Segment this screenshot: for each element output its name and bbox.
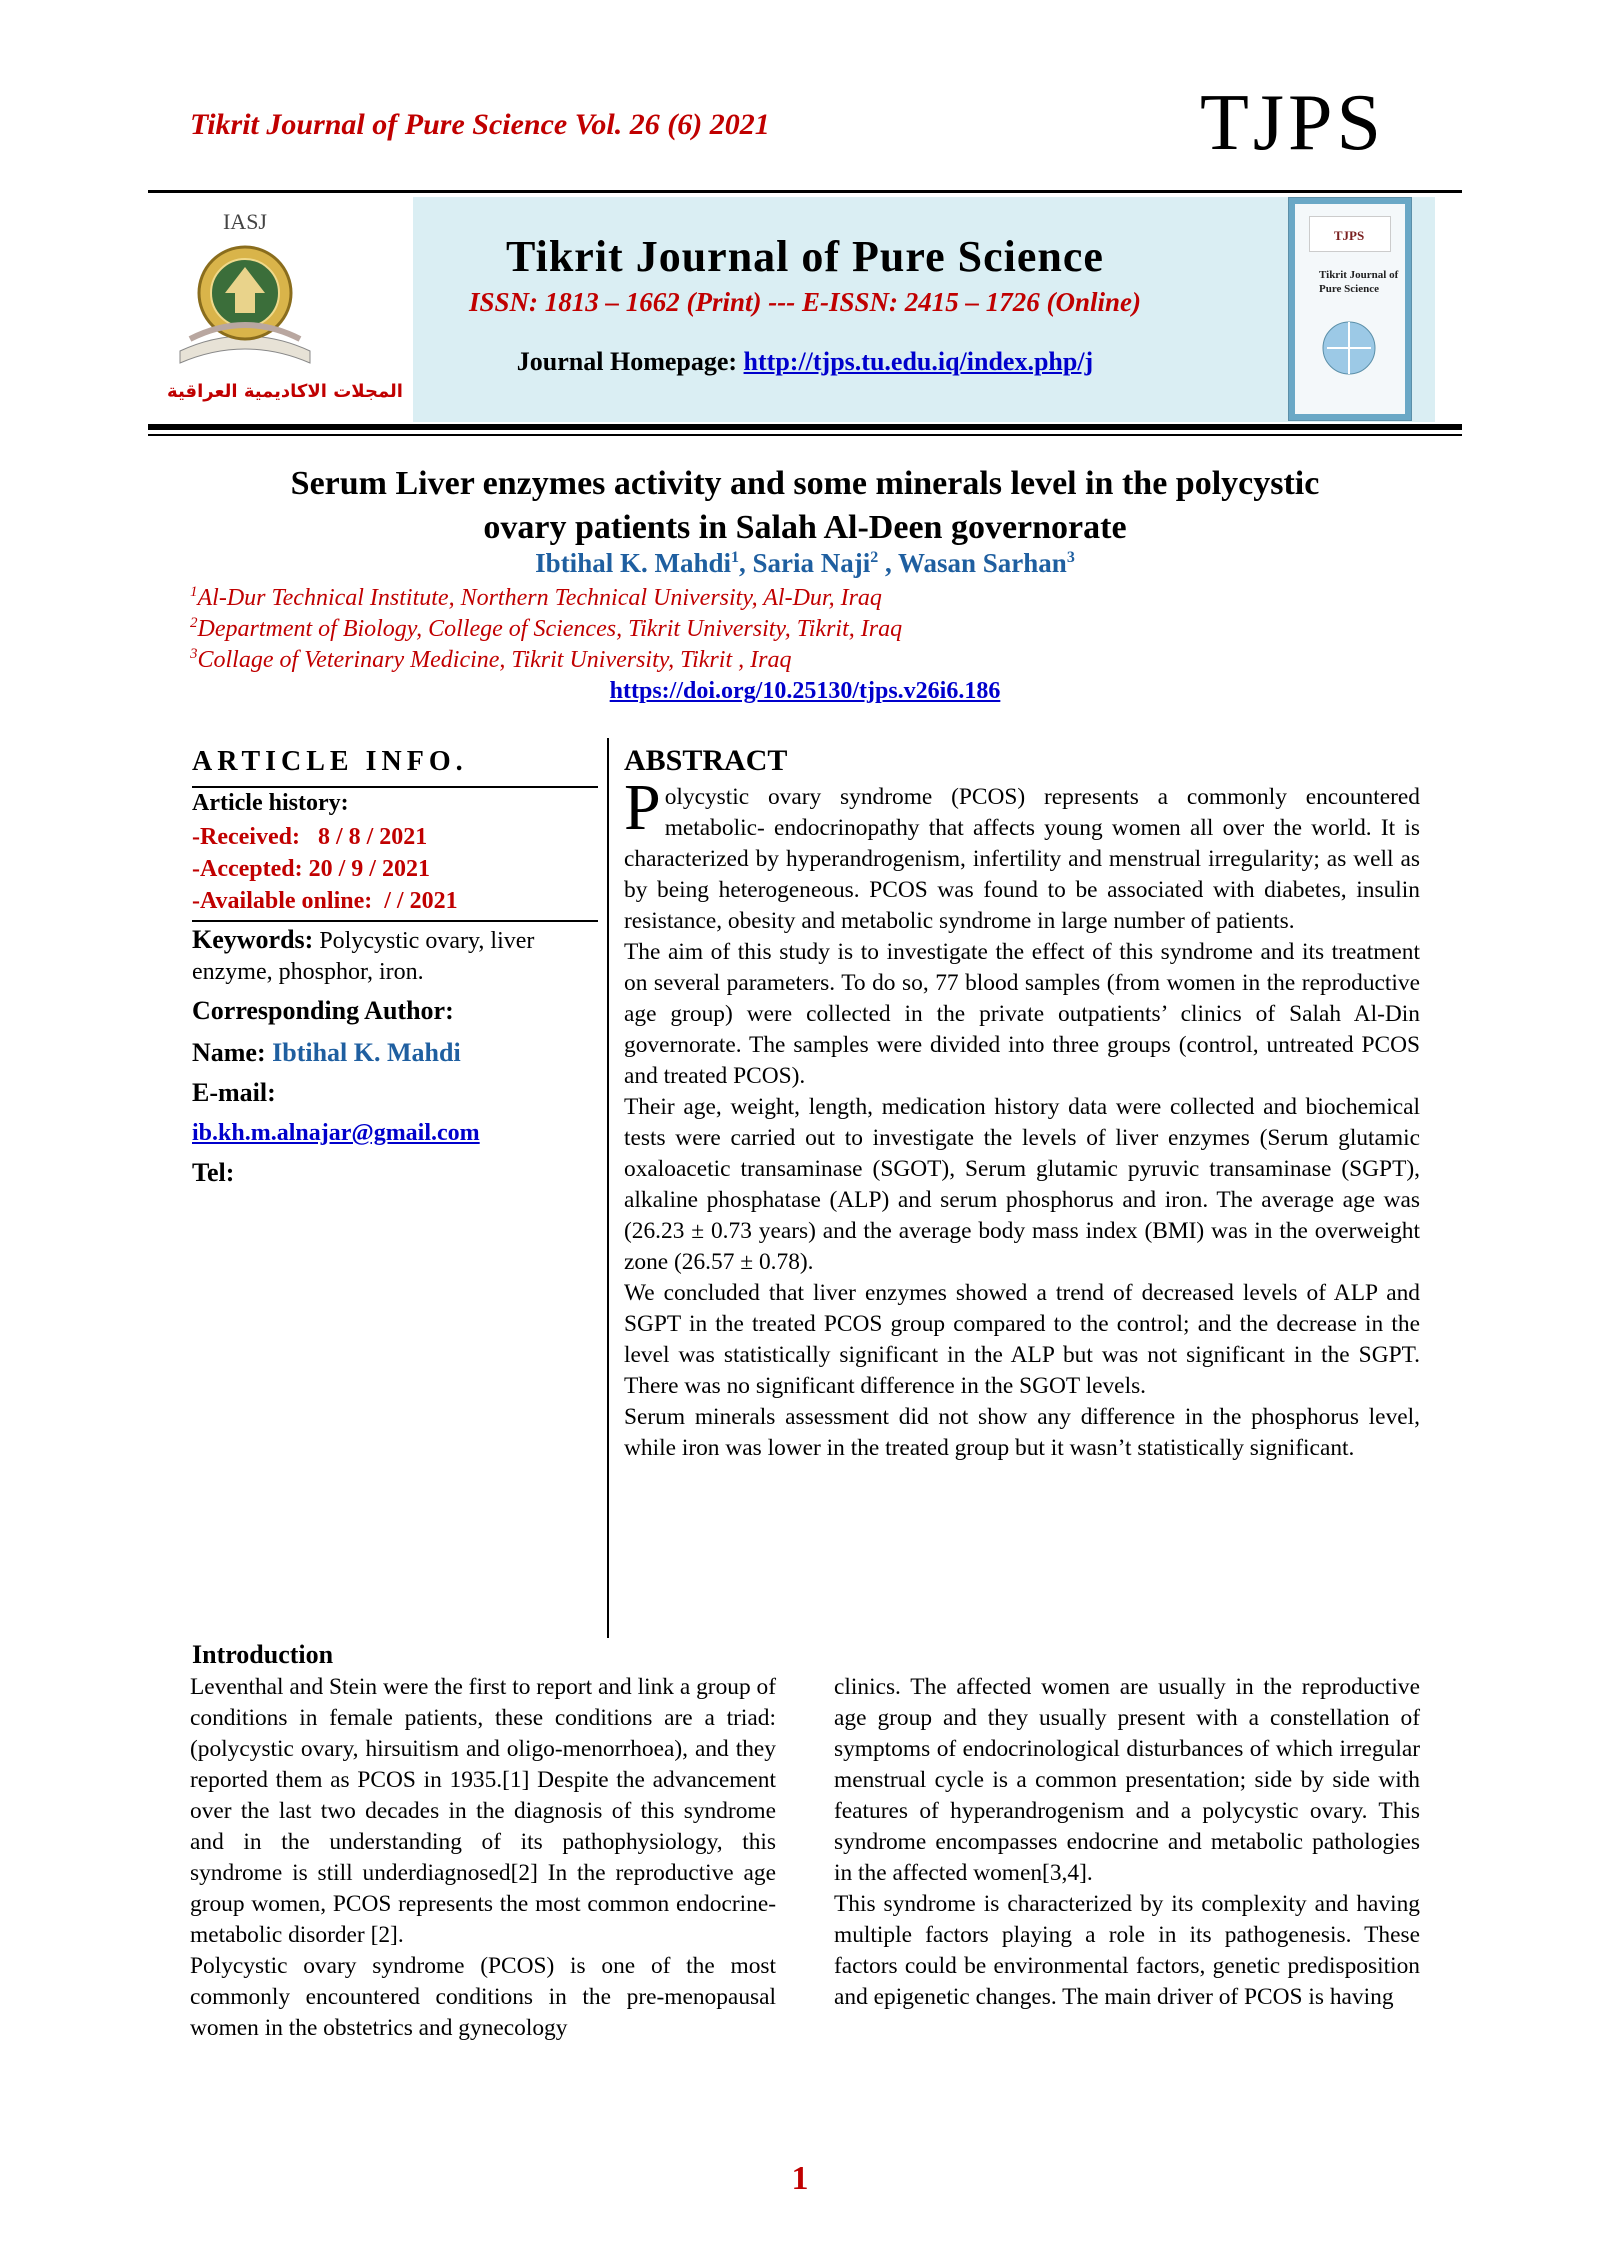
affiliation-2: [190, 615, 902, 643]
affiliation-sup: 3: [190, 646, 198, 662]
name-label: Name:: [192, 1038, 273, 1067]
abstract-paragraph: Serum minerals assessment did not show any difference in the phosphorus level, while iron was lower in the treated group but it wasn’t statistically significant.: [624, 1404, 1420, 1461]
cover-title: Tikrit Journal of Pure Science: [1319, 269, 1399, 295]
affiliation-text: Al-Dur Technical Institute, Northern Technical University, Al-Dur, Iraq: [197, 585, 882, 611]
name-value: Ibtihal K. Mahdi: [272, 1038, 461, 1067]
author-list: [150, 548, 1460, 579]
journal-banner: [148, 197, 1462, 422]
affiliation-text: Collage of Veterinary Medicine, Tikrit University, Tikrit , Iraq: [197, 647, 792, 673]
header-rule: [148, 190, 1462, 193]
available-label: -Available online:: [192, 888, 373, 914]
journal-abbreviation: TJPS: [1200, 79, 1385, 167]
email-link[interactable]: ib.kh.m.alnajar@gmail.com: [192, 1120, 480, 1146]
paper-title-line1: Serum Liver enzymes activity and some minerals level in the polycystic: [290, 465, 1320, 502]
article-info-heading: ARTICLE INFO.: [192, 746, 468, 777]
received-value: 8 / 8 / 2021: [317, 824, 428, 850]
introduction-heading: Introduction: [192, 1640, 334, 1669]
affiliation-1: [190, 584, 882, 612]
affiliation-3: [190, 646, 791, 674]
page-number: 1: [791, 2160, 809, 2197]
keywords-value: Polycystic ovary, liver enzyme, phosphor, iron.: [192, 928, 535, 985]
accepted-date: [192, 856, 430, 883]
article-info-rule: [192, 786, 598, 788]
tel-label: Tel:: [192, 1158, 235, 1187]
email-line: [192, 1120, 480, 1147]
accepted-value: 20 / 9 / 2021: [308, 856, 430, 882]
abstract-body: [624, 771, 1420, 1464]
abstract-heading: ABSTRACT: [624, 744, 788, 777]
iasj-logo-arabic: المجلات الاكاديمية العراقية: [167, 381, 403, 402]
article-info-rule: [192, 920, 598, 922]
banner-rule-thick: [148, 424, 1462, 430]
abstract-paragraph: [624, 771, 1420, 937]
author-name: Ibtihal K. Mahdi: [535, 548, 731, 578]
accepted-label: -Accepted:: [192, 856, 303, 882]
author-name-line: [192, 1038, 461, 1068]
email-label: E-mail:: [192, 1078, 276, 1107]
received-label: -Received:: [192, 824, 300, 850]
affiliation-sup: 2: [190, 615, 198, 631]
iasj-logo-text: IASJ: [222, 209, 267, 234]
author-sup: 2: [870, 549, 879, 566]
intro-paragraph: This syndrome is characterized by its complexity and having multiple factors playing a role in its pathogenesis. These factors could be environmental factors, genetic predisposition and epigenetic changes. The main driver of PCOS is having: [834, 1891, 1420, 2010]
author-separator: ,: [878, 548, 898, 578]
cover-globe-icon: [1319, 318, 1379, 378]
abstract-dropcap: P: [624, 771, 661, 844]
homepage-line: [148, 347, 1462, 377]
available-value: / / 2021: [384, 888, 458, 914]
author-name: Saria Naji: [752, 548, 871, 578]
author-name: Wasan Sarhan: [898, 548, 1067, 578]
running-journal-line: Tikrit Journal of Pure Science Vol. 26 (6) 2021: [190, 108, 770, 141]
available-date: [192, 888, 458, 915]
doi-link[interactable]: https://doi.org/10.25130/tjps.v26i6.186: [609, 678, 1001, 704]
author-separator: ,: [738, 548, 753, 578]
homepage-label: Journal Homepage:: [516, 347, 744, 376]
journal-cover-thumbnail: [1288, 197, 1412, 421]
keywords-label: Keywords:: [192, 925, 314, 954]
intro-paragraph: Polycystic ovary syndrome (PCOS) is one of the most commonly encountered conditions in the pre-menopausal women in the obstetrics and gynecology: [190, 1953, 776, 2041]
intro-paragraph: Leventhal and Stein were the first to report and link a group of conditions in female patients, these conditions are a triad: (polycystic ovary, hirsuitism and oligo-menorrhoea), and they reported them as PCOS in 1935.[1] Despite the advancement over the last two decades in the diagnosis of this syndrome and in the understanding of its pathophysiology, this syndrome is still underdiagnosed[2] In the reproductive age group women, PCOS represents the most common endocrine-metabolic disorder [2].: [190, 1674, 776, 1948]
corresponding-author-label: Corresponding Author:: [192, 996, 454, 1025]
paper-title-line2: ovary patients in Salah Al-Deen governorate: [483, 509, 1127, 546]
abstract-paragraph: The aim of this study is to investigate the effect of this syndrome and its treatment on several parameters. To do so, 77 blood samples (from women in the reproductive age group) were collected in the private outpatients’ clinics of Salah Al-Din governorate. The samples were divided into three groups (control, untreated PCOS and treated PCOS).: [624, 939, 1420, 1089]
banner-rule-thin: [148, 434, 1462, 436]
abstract-paragraph-text: olycystic ovary syndrome (PCOS) represents a commonly encountered metabolic- endocrinopathy that affects young women all over the world. It is characterized by hyperandrogenism, infertility and menstrual irregularity; as well as by being heterogeneous. PCOS was found to be associated with diabetes, insulin resistance, obesity and metabolic syndrome in large number of patients.: [624, 784, 1420, 934]
received-date: [192, 824, 427, 851]
cover-tjps: TJPS: [1333, 228, 1365, 243]
abstract-paragraph: Their age, weight, length, medication history data were collected and biochemical tests were carried out to investigate the levels of liver enzymes (Serum glutamic oxaloacetic transaminase (SGOT), Serum glutamic pyruvic transaminase (SGPT), alkaline phosphatase (ALP) and serum phosphorus and iron. The average age was (26.23 ± 0.73 years) and the average body mass index (BMI) was in the overweight zone (26.57 ± 0.78).: [624, 1094, 1420, 1275]
author-sup: 3: [1066, 549, 1075, 566]
journal-title: Tikrit Journal of Pure Science: [506, 232, 1104, 281]
intro-paragraph: clinics. The affected women are usually in the reproductive age group and they usually present with a constellation of symptoms of endocrinological disturbances of which irregular menstrual cycle is a common presentation; side by side with features of hyperandrogenism and a polycystic ovary. This syndrome encompasses endocrine and metabolic pathologies in the affected women[3,4].: [834, 1674, 1420, 1886]
affiliation-sup: 1: [190, 584, 198, 600]
keywords: [192, 924, 598, 988]
introduction-right-column: [834, 1672, 1420, 2013]
introduction-left-column: [190, 1672, 776, 2044]
column-divider: [607, 738, 609, 1638]
homepage-link[interactable]: http://tjps.tu.edu.iq/index.php/j: [743, 347, 1094, 376]
abstract-paragraph: We concluded that liver enzymes showed a trend of decreased levels of ALP and SGPT in the treated PCOS group compared to the control; and the decrease in the level was statistically significant in the ALP but was not significant in the SGPT. There was no significant difference in the SGOT levels.: [624, 1280, 1420, 1399]
doi-line: [150, 678, 1460, 705]
issn-line: ISSN: 1813 – 1662 (Print) --- E-ISSN: 2415 – 1726 (Online): [468, 287, 1142, 317]
affiliation-text: Department of Biology, College of Sciences, Tikrit University, Tikrit, Iraq: [197, 616, 903, 642]
author-sup: 1: [730, 549, 739, 566]
article-history-label: Article history:: [192, 790, 349, 816]
paper-title: [150, 462, 1460, 550]
